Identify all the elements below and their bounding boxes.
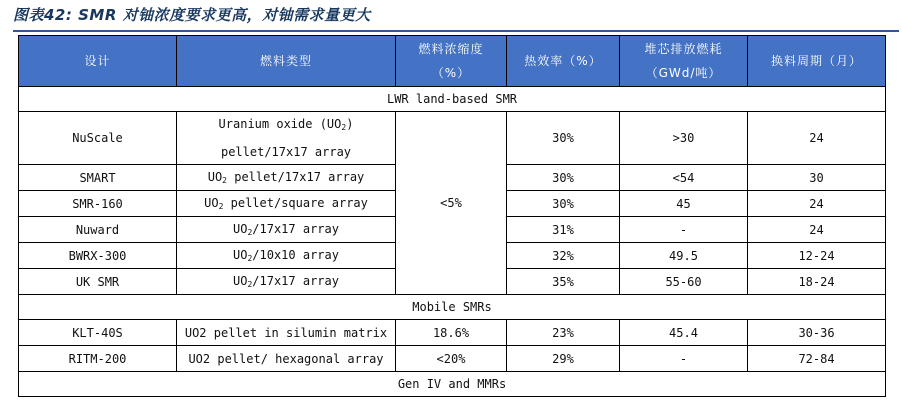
title-rule — [13, 30, 899, 32]
section-row-lwr — [19, 87, 886, 112]
figure-title: 图表42: SMR 对铀浓度要求更高，对铀需求量更大 — [13, 6, 371, 24]
cell-design: NuScale — [19, 112, 177, 165]
header-refuel-cycle: 换料周期（月） — [748, 36, 886, 87]
cell-fuel: $UO_2/17x17$ array — [177, 217, 396, 243]
cell-fuel: $UO_2/17x17$ array — [177, 269, 396, 295]
section-row-gen4 — [19, 372, 886, 397]
cell-fuel: UO2 pellet/ hexagonal array — [177, 346, 396, 372]
smr-fuel-table — [18, 35, 886, 397]
header-burnup: 堆芯排放燃耗 （GWd/吨） — [620, 36, 748, 87]
cell-efficiency: 32% — [507, 243, 620, 269]
cell-cycle: 24 — [748, 191, 886, 217]
section-label-mobile: Mobile SMRs — [19, 295, 886, 320]
header-fuel-type: 燃料类型 — [177, 36, 396, 87]
cell-fuel: Uranium oxide $(UO_2)$ pellet/17x17 array — [177, 112, 396, 165]
cell-fuel: $UO_2$ pellet/square array — [177, 191, 396, 217]
table-row — [19, 346, 886, 372]
cell-design: KLT-40S — [19, 320, 177, 346]
cell-burnup: - — [620, 346, 748, 372]
cell-cycle: 24 — [748, 217, 886, 243]
cell-efficiency: 35% — [507, 269, 620, 295]
cell-efficiency: 30% — [507, 191, 620, 217]
cell-fuel: $UO_2$ pellet/17x17 array — [177, 165, 396, 191]
cell-burnup: 45 — [620, 191, 748, 217]
cell-burnup: <54 — [620, 165, 748, 191]
cell-enrichment: 18.6% — [396, 320, 507, 346]
cell-fuel: $UO_2/10x10$ array — [177, 243, 396, 269]
section-label-gen4: Gen IV and MMRs — [19, 372, 886, 397]
header-thermal-efficiency: 热效率（%） — [507, 36, 620, 87]
cell-cycle: 24 — [748, 112, 886, 165]
cell-cycle: 72-84 — [748, 346, 886, 372]
cell-efficiency: 30% — [507, 112, 620, 165]
cell-design: BWRX-300 — [19, 243, 177, 269]
cell-efficiency: 23% — [507, 320, 620, 346]
table-row — [19, 320, 886, 346]
cell-cycle: 18-24 — [748, 269, 886, 295]
cell-burnup: 49.5 — [620, 243, 748, 269]
cell-efficiency: 31% — [507, 217, 620, 243]
cell-burnup: >30 — [620, 112, 748, 165]
cell-cycle: 12-24 — [748, 243, 886, 269]
section-row-mobile — [19, 295, 886, 320]
cell-burnup: 55-60 — [620, 269, 748, 295]
cell-design: SMART — [19, 165, 177, 191]
section-label-lwr: LWR land-based SMR — [19, 87, 886, 112]
cell-cycle: 30-36 — [748, 320, 886, 346]
header-enrichment: 燃料浓缩度 （%） — [396, 36, 507, 87]
cell-design: SMR-160 — [19, 191, 177, 217]
cell-design: RITM-200 — [19, 346, 177, 372]
cell-efficiency: 30% — [507, 165, 620, 191]
cell-design: UK SMR — [19, 269, 177, 295]
header-design: 设计 — [19, 36, 177, 87]
cell-lwr-enrichment: <5% — [396, 112, 507, 295]
cell-cycle: 30 — [748, 165, 886, 191]
header-row — [19, 36, 886, 87]
cell-efficiency: 29% — [507, 346, 620, 372]
cell-fuel: UO2 pellet in silumin matrix — [177, 320, 396, 346]
cell-enrichment: <20% — [396, 346, 507, 372]
cell-burnup: 45.4 — [620, 320, 748, 346]
table-row — [19, 112, 886, 165]
cell-design: Nuward — [19, 217, 177, 243]
cell-burnup: - — [620, 217, 748, 243]
